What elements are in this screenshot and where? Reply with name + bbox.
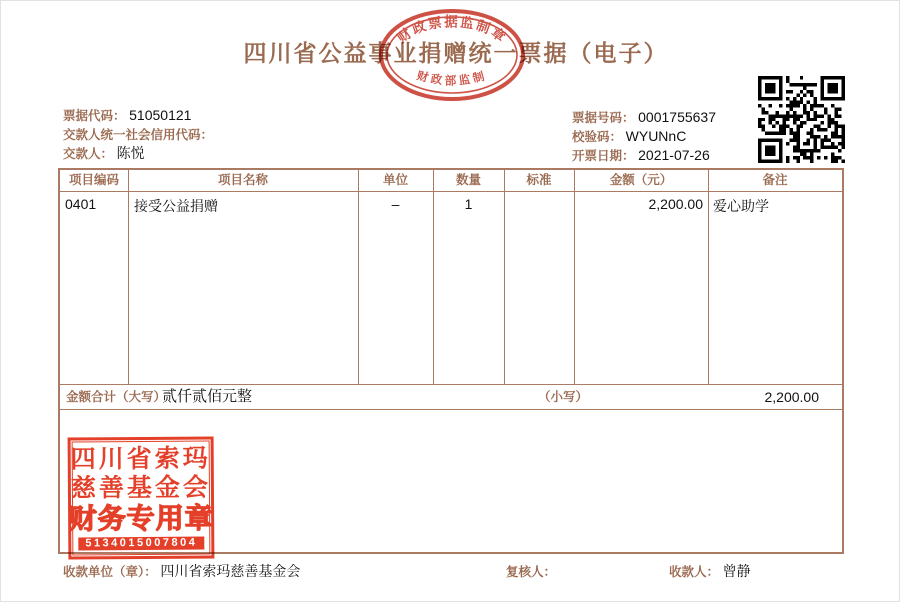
- issue-date-row: [572, 146, 716, 165]
- page-title: 四川省公益事业捐赠统一票据（电子）: [243, 41, 669, 66]
- finance-seal-inner-border: [68, 441, 214, 556]
- row-item-code: 0401: [65, 196, 97, 212]
- fiscal-supervision-oval-stamp-icon: [377, 7, 527, 103]
- payee-unit-label: 收款单位（章）：: [63, 565, 157, 579]
- receipt-info-right: [572, 108, 716, 165]
- header-standard: 标准: [526, 173, 552, 187]
- total-bottom-rule: [60, 409, 842, 410]
- header-item-code: 项目编码: [68, 173, 119, 187]
- receipt-number-row: [572, 108, 716, 127]
- credit-code-row: [63, 125, 213, 144]
- row-unit: –: [391, 196, 400, 212]
- header-note: 备注: [762, 173, 788, 187]
- header-unit: 单位: [382, 173, 408, 187]
- payee-label: 收款人：: [669, 565, 720, 579]
- payer-value: 陈悦: [116, 145, 145, 161]
- header-item-name: 项目名称: [217, 173, 268, 187]
- payee-unit-value: 四川省索玛慈善基金会: [160, 563, 301, 579]
- issue-date-value: 2021-07-26: [638, 147, 710, 163]
- receipt-number-label: 票据号码：: [572, 111, 635, 125]
- receipt-number-value: 0001755637: [638, 109, 717, 125]
- payee-value: 曾静: [722, 563, 751, 579]
- total-daxie-amount: 贰仟贰佰元整: [162, 388, 253, 405]
- receipt-code-row: [63, 106, 213, 125]
- issue-date-label: 开票日期：: [572, 149, 635, 163]
- check-code-value: WYUNnC: [625, 128, 687, 144]
- oval-stamp-top-text: 财政票据监制章: [394, 14, 510, 46]
- receipt-info-left: [63, 106, 213, 163]
- payer-row: [63, 144, 213, 163]
- col-rule-1: [128, 170, 129, 384]
- total-amount: 2,200.00: [764, 389, 819, 405]
- qr-code-icon: [758, 76, 845, 163]
- payer-label: 交款人：: [63, 147, 114, 161]
- header-bottom-rule: [60, 191, 842, 192]
- row-quantity: 1: [464, 196, 473, 212]
- seal-line-3: 财务专用章: [68, 503, 214, 536]
- row-amount: 2,200.00: [648, 196, 703, 212]
- seal-number: 5134015007804: [78, 537, 205, 551]
- check-code-label: 校验码：: [572, 130, 623, 144]
- reviewer-label: 复核人：: [506, 565, 557, 579]
- check-code-row: [572, 127, 716, 146]
- row-item-name: 接受公益捐赠: [134, 198, 218, 214]
- seal-line-2: 慈善基金会: [70, 474, 212, 503]
- total-daxie-label: 金额合计（大写）: [66, 390, 167, 404]
- total-row: [60, 385, 842, 409]
- row-note: 爱心助学: [713, 198, 769, 214]
- finance-square-seal-icon: [68, 436, 215, 559]
- col-rule-6: [708, 170, 709, 384]
- reviewer-row: [506, 562, 556, 581]
- payee-unit-row: [63, 562, 300, 581]
- col-rule-4: [504, 170, 505, 384]
- oval-stamp-bottom-text: 财政部监制: [415, 70, 489, 88]
- payee-row: [669, 562, 751, 581]
- total-xiaoxie-label: （小写）: [538, 390, 589, 404]
- seal-line-1: 四川省索玛: [70, 445, 211, 474]
- header-amount-yuan: 金额（元）: [609, 173, 673, 187]
- credit-code-label: 交款人统一社会信用代码：: [63, 128, 214, 142]
- receipt-code-value: 51050121: [129, 107, 192, 123]
- receipt-code-label: 票据代码：: [63, 109, 126, 123]
- svg-text:财政部监制: [415, 68, 488, 87]
- header-quantity: 数量: [455, 173, 481, 187]
